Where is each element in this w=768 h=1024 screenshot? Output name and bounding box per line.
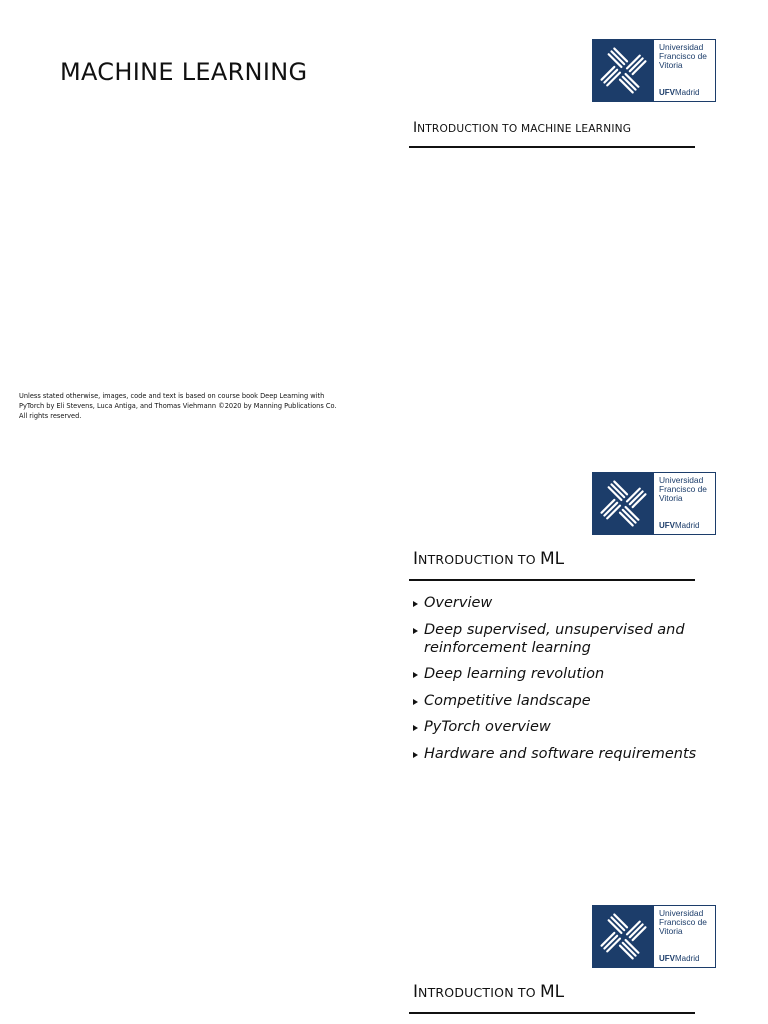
ufv-emblem-icon xyxy=(593,473,654,534)
bullet-triangle-icon xyxy=(413,628,418,634)
ufv-logo xyxy=(592,39,716,102)
logo-university-name: Universidad Francisco de Vitoria xyxy=(659,42,707,70)
heading-rule xyxy=(409,146,695,148)
ufv-logo xyxy=(592,905,716,968)
list-item: Deep supervised, unsupervised and reinforcement learning xyxy=(412,621,712,657)
logo-campus xyxy=(659,521,699,530)
logo-ufv: UFV xyxy=(659,954,675,963)
ufv-emblem-icon xyxy=(593,906,654,967)
bullet-triangle-icon xyxy=(413,699,418,705)
logo-campus xyxy=(659,88,699,97)
credits-note: Unless stated otherwise, images, code and text is based on course book Deep Learning with PyTorch by Eli Stevens, Luca Antiga, and Thomas Viehmann ©2020 by Manning Publications Co. All rights reserved. xyxy=(19,392,337,420)
bullet-triangle-icon xyxy=(413,672,418,678)
logo-madrid: Madrid xyxy=(675,521,700,530)
logo-campus xyxy=(659,954,699,963)
list-item: Competitive landscape xyxy=(412,692,712,710)
logo-madrid: Madrid xyxy=(675,88,700,97)
bullet-triangle-icon xyxy=(413,752,418,758)
bullet-triangle-icon xyxy=(413,725,418,731)
bullet-triangle-icon xyxy=(413,601,418,607)
slide2-heading: INTRODUCTION TO ML xyxy=(413,549,565,569)
heading-rule xyxy=(409,579,695,581)
logo-university-name: Universidad Francisco de Vitoria xyxy=(659,475,707,503)
ufv-logo xyxy=(592,472,716,535)
heading-rule xyxy=(409,1012,695,1014)
ufv-emblem-icon xyxy=(593,40,654,101)
list-item: Deep learning revolution xyxy=(412,665,712,683)
list-item: PyTorch overview xyxy=(412,718,712,736)
slide1-heading: INTRODUCTION TO MACHINE LEARNING xyxy=(413,120,632,136)
list-item: Hardware and software requirements xyxy=(412,745,712,763)
logo-university-name: Universidad Francisco de Vitoria xyxy=(659,908,707,936)
slide3-heading: INTRODUCTION TO ML xyxy=(413,982,565,1002)
logo-madrid: Madrid xyxy=(675,954,700,963)
list-item: Overview xyxy=(412,594,712,612)
logo-ufv: UFV xyxy=(659,88,675,97)
logo-ufv: UFV xyxy=(659,521,675,530)
topic-list xyxy=(412,594,712,771)
slide-title: MACHINE LEARNING xyxy=(60,58,308,86)
